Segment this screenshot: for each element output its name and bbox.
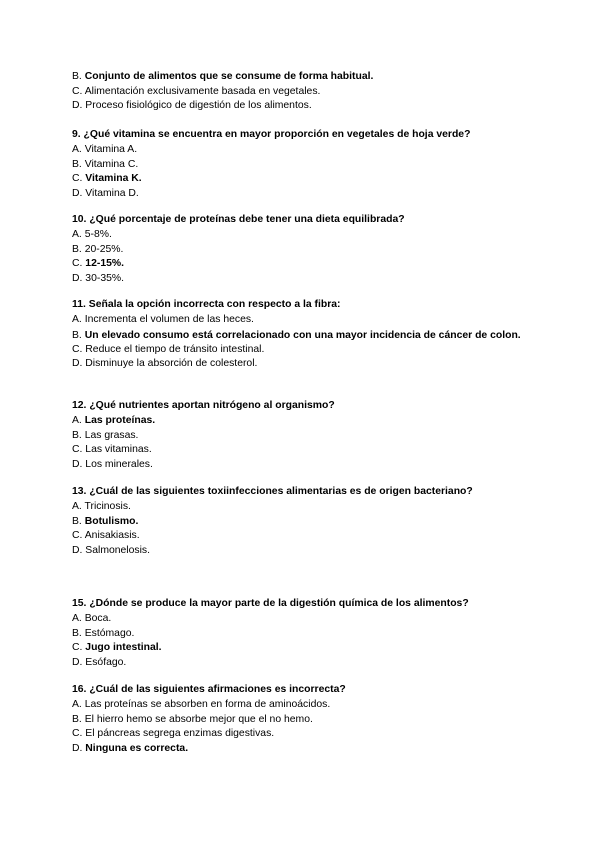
option-text: Las vitaminas. (85, 444, 152, 456)
correct-answer-text: Ninguna es correcta. (85, 742, 189, 754)
answer-option (72, 713, 530, 728)
option-text: Anisakiasis. (84, 530, 140, 542)
correct-answer-text: Jugo intestinal. (85, 642, 162, 654)
option-letter: A. (72, 699, 82, 710)
answer-option (72, 641, 530, 656)
option-letter: B. (72, 71, 82, 82)
option-letter: B. (72, 158, 82, 170)
answer-option (72, 627, 530, 642)
option-letter: D. (72, 187, 83, 199)
answer-option (72, 143, 530, 158)
correct-answer-text: Un elevado consumo está correlacionado con una mayor incidencia de cáncer de colon. (84, 329, 521, 341)
option-letter: B. (72, 713, 82, 725)
option-letter: C. (72, 642, 83, 654)
answer-option (72, 742, 530, 757)
option-letter: D. (72, 742, 83, 754)
option-letter: C. (72, 343, 83, 355)
option-letter: D. (72, 458, 83, 470)
answer-option (72, 243, 530, 258)
option-text: El hierro hemo se absorbe mejor que el no hemo. (84, 713, 313, 725)
answer-option (72, 70, 530, 85)
option-letter: C. (72, 530, 83, 542)
answer-option (72, 328, 530, 343)
question-block (72, 398, 530, 472)
question-text: 10. ¿Qué porcentaje de proteínas debe tener una dieta equilibrada? (72, 214, 405, 225)
question-block (72, 70, 530, 114)
question-block (72, 484, 530, 558)
option-text: Esófago. (85, 656, 127, 668)
option-text: Vitamina D. (85, 187, 139, 199)
option-letter: B. (72, 329, 82, 341)
option-letter: D. (72, 358, 83, 370)
option-text: 30-35%. (85, 272, 124, 284)
option-text: Vitamina C. (84, 158, 139, 170)
question-text: 16. ¿Cuál de las siguientes afirmaciones es incorrecta? (72, 684, 346, 695)
answer-option (72, 343, 530, 358)
option-text: Vitamina A. (84, 144, 138, 155)
option-text: Salmonelosis. (85, 544, 150, 556)
question-text: 11. Señala la opción incorrecta con respecto a la fibra: (72, 299, 341, 310)
question-block (72, 596, 530, 670)
answer-option (72, 187, 530, 202)
question-block (72, 212, 530, 286)
answer-option (72, 727, 530, 742)
option-text: Reduce el tiempo de tránsito intestinal. (85, 343, 265, 355)
answer-option (72, 458, 530, 473)
answer-option (72, 612, 530, 627)
correct-answer-text: Conjunto de alimentos que se consume de forma habitual. (84, 71, 374, 82)
answer-option (72, 500, 530, 515)
option-letter: C. (72, 85, 83, 97)
answer-option (72, 99, 530, 114)
option-letter: C. (72, 173, 83, 185)
option-letter: B. (72, 243, 82, 255)
option-text: Incrementa el volumen de las heces. (84, 314, 254, 325)
option-text: 20-25%. (84, 243, 124, 255)
option-letter: A. (72, 613, 82, 624)
correct-answer-text: Botulismo. (84, 515, 139, 527)
question-block (72, 297, 530, 372)
answer-option (72, 656, 530, 671)
option-letter: C. (72, 444, 83, 456)
option-text: Proceso fisiológico de digestión de los alimentos. (85, 100, 312, 112)
answer-option (72, 228, 530, 243)
option-text: Alimentación exclusivamente basada en vegetales. (84, 85, 321, 97)
option-text: Disminuye la absorción de colesterol. (85, 358, 258, 370)
answer-option (72, 158, 530, 173)
answer-option (72, 429, 530, 444)
answer-option (72, 257, 530, 272)
option-letter: A. (72, 501, 82, 512)
question-text: 12. ¿Qué nutrientes aportan nitrógeno al organismo? (72, 400, 335, 411)
option-text: Las proteínas se absorben en forma de aminoácidos. (84, 699, 331, 710)
option-letter: C. (72, 258, 83, 270)
question-text: 9. ¿Qué vitamina se encuentra en mayor proporción en vegetales de hoja verde? (72, 129, 471, 140)
option-letter: C. (72, 728, 83, 740)
option-letter: D. (72, 656, 83, 668)
correct-answer-text: Vitamina K. (85, 173, 142, 185)
answer-option (72, 544, 530, 559)
answer-option (72, 698, 530, 713)
option-text: Estómago. (84, 627, 135, 639)
option-text: Tricinosis. (84, 501, 131, 512)
question-text: 15. ¿Dónde se produce la mayor parte de la digestión química de los alimentos? (72, 598, 469, 609)
option-letter: D. (72, 272, 83, 284)
option-letter: D. (72, 544, 83, 556)
option-letter: D. (72, 100, 83, 112)
correct-answer-text: 12-15%. (85, 258, 124, 270)
answer-option (72, 172, 530, 187)
option-letter: B. (72, 627, 82, 639)
option-text: Boca. (84, 613, 112, 624)
correct-answer-text: Las proteínas. (84, 415, 156, 426)
answer-option (72, 529, 530, 544)
question-block (72, 127, 530, 201)
option-letter: A. (72, 144, 82, 155)
option-letter: B. (72, 429, 82, 441)
question-text: 13. ¿Cuál de las siguientes toxiinfecciones alimentarias es de origen bacteriano? (72, 486, 473, 497)
option-text: El páncreas segrega enzimas digestivas. (85, 728, 275, 740)
answer-option (72, 414, 530, 429)
answer-option (72, 357, 530, 372)
option-letter: B. (72, 515, 82, 527)
answer-option (72, 313, 530, 328)
question-block (72, 682, 530, 756)
option-text: Las grasas. (84, 429, 139, 441)
option-letter: A. (72, 314, 82, 325)
option-letter: A. (72, 229, 82, 240)
option-text: Los minerales. (85, 458, 153, 470)
option-text: 5-8%. (84, 229, 112, 240)
answer-option (72, 272, 530, 287)
answer-option (72, 443, 530, 458)
option-letter: A. (72, 415, 82, 426)
answer-option (72, 85, 530, 100)
answer-option (72, 515, 530, 530)
